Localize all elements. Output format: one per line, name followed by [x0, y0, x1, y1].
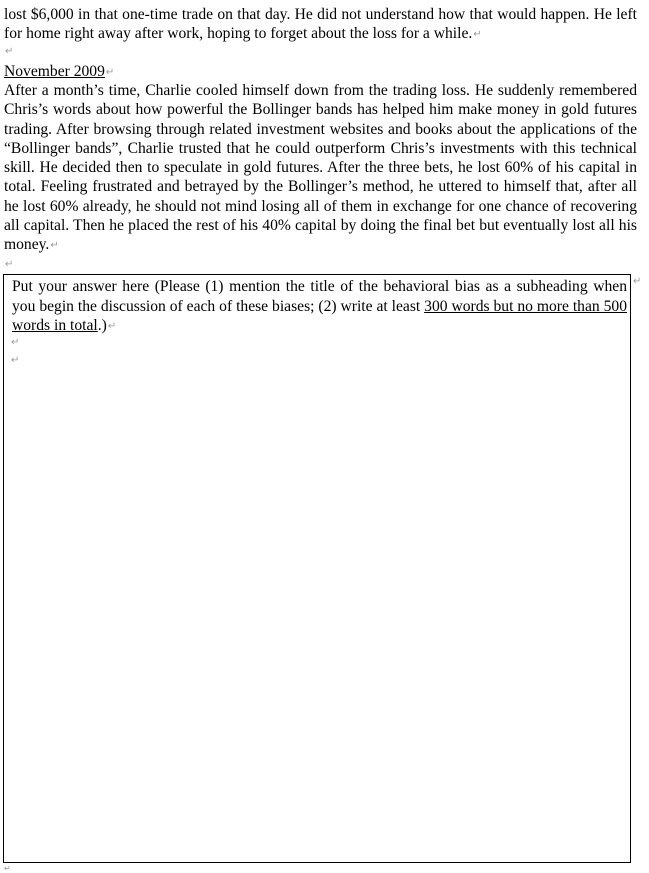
- paragraph-mark-icon: ↵: [107, 321, 117, 332]
- intro-paragraph-text: lost $6,000 in that one-time trade on that day. He did not understand how that would happen. He left for home right away after work, hoping to forget about the loss for a while.: [4, 6, 637, 43]
- paragraph-mark-icon: ↵: [105, 67, 115, 78]
- paragraph-mark-icon: ↵: [473, 29, 482, 41]
- empty-paragraph-mark-icon[interactable]: ↵: [11, 355, 20, 366]
- answer-input-area[interactable]: [12, 373, 624, 853]
- section-heading: [4, 62, 637, 82]
- instruction-text: Put your answer here (Please (1) mention the title of the behavioral bias as a subheading when you begin the discussion of each of these biases; (2) write at least: [12, 278, 627, 315]
- story-paragraph-text: After a month’s time, Charlie cooled himself down from the trading loss. He suddenly remembered Chris’s words about how powerful the Bollinger bands has helped him make money in gold futures trading. After browsing through related investment websites and books about the applications of the “Bollinger bands”, Charlie trusted that he could outperform Chris’s investments with this technical skill. He decided then to speculate in gold futures. After the three bets, he lost 60% of his capital in total. Feeling frustrated and betrayed by the Bollinger’s method, he uttered to himself that, after all he lost 60% already, he should not mind losing all of them in exchange for one chance of recovering all capital. Then he placed the rest of his 40% capital by doing the final bet but eventually lost all his money.: [4, 82, 637, 254]
- answer-box[interactable]: [3, 274, 631, 863]
- empty-paragraph-mark-icon: ↵: [5, 259, 14, 270]
- instruction-end-text: .): [97, 317, 107, 334]
- empty-paragraph-mark-icon: ↵: [5, 46, 14, 57]
- section-heading-text: November 2009: [4, 63, 105, 80]
- answer-instruction[interactable]: [12, 277, 627, 337]
- word-limit-text: 300 words but no more than 500 words in total: [12, 297, 627, 334]
- story-paragraph: [4, 81, 637, 256]
- cell-end-mark-icon: ↵: [633, 276, 642, 287]
- end-mark-icon: ↵: [4, 864, 11, 873]
- paragraph-mark-icon: ↵: [50, 240, 59, 252]
- intro-paragraph: [4, 5, 637, 45]
- empty-paragraph-mark-icon[interactable]: ↵: [11, 337, 20, 348]
